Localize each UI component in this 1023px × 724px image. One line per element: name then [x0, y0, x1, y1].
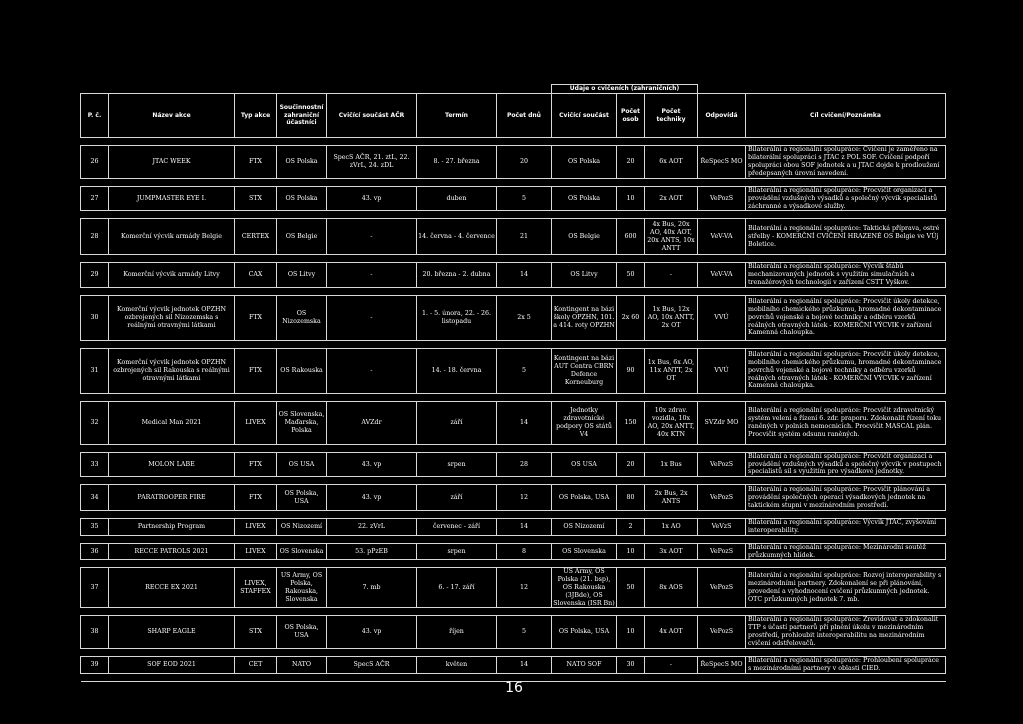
- cell-nazev: RECCE PATROLS 2021: [109, 543, 235, 560]
- cell-typ: LIVEX: [235, 401, 277, 444]
- table-row: [81, 146, 946, 179]
- group-header: Údaje o cvičeních (zahraničních): [552, 85, 698, 94]
- cell-pc: 31: [81, 348, 109, 393]
- cell-pocet-dnu: 14: [497, 656, 552, 673]
- cell-cvicici-soucast: OS Polska: [552, 146, 617, 179]
- cell-cvicici-soucast: OS Polska, USA: [552, 485, 617, 511]
- cell-termin: 6. - 17. září: [417, 568, 497, 608]
- cell-pocet-dnu: 5: [497, 616, 552, 648]
- cell-termin: 14. června - 4. července: [417, 219, 497, 255]
- cell-pocet-dnu: 8: [497, 543, 552, 560]
- cell-pocet-dnu: 20: [497, 146, 552, 179]
- cell-pocet-dnu: 12: [497, 568, 552, 608]
- cell-pocet-osob: 2: [617, 519, 645, 536]
- cell-pocet-techniky: 4x AOT: [645, 616, 698, 648]
- row-separator: [81, 444, 946, 452]
- cell-cvicici-acr: 22. zVrL: [327, 519, 417, 536]
- cell-pocet-osob: 90: [617, 348, 645, 393]
- cell-cil: Bilaterální a regionální spolupráce: Prohloubení spolupráce s mezinárodními partnery v oblasti CIED.: [746, 656, 946, 673]
- cell-pc: 37: [81, 568, 109, 608]
- cell-typ: LIVEX: [235, 519, 277, 536]
- cell-cil: Bilaterální a regionální spolupráce: Procvičit organizaci a provádění vzdušných výsadků a společný výcvik specialistů záchranné a výsadkové služby.: [746, 187, 946, 211]
- cell-pc: 29: [81, 263, 109, 287]
- row-separator: [81, 608, 946, 616]
- cell-cvicici-acr: 53. pPzEB: [327, 543, 417, 560]
- cell-cvicici-soucast: OS Litvy: [552, 263, 617, 287]
- cell-nazev: Komerční výcvik jednotek OPZHN ozbrojených sil Rakouska s reálnými otravnými látkami: [109, 348, 235, 393]
- cell-nazev: SOF EOD 2021: [109, 656, 235, 673]
- cell-cil: Bilaterální a regionální spolupráce: Zrevidovat a zdokonalit TTP s účastí partnerů při plnění úkolu v mezinárodním prostředí, prohloubit interoperabilitu na mezinárodním cvičení odstřelovačů.: [746, 616, 946, 648]
- table-row: [81, 219, 946, 255]
- row-separator: [81, 138, 946, 146]
- cell-typ: CERTEX: [235, 219, 277, 255]
- cell-soucinnost: OS Slovenska, Maďarska, Polska: [277, 401, 327, 444]
- cell-nazev: PARATROOPER FIRE: [109, 485, 235, 511]
- cell-pocet-osob: 150: [617, 401, 645, 444]
- cell-pc: 39: [81, 656, 109, 673]
- cell-typ: FTX: [235, 146, 277, 179]
- cell-pocet-techniky: 2x Bus, 2x ANTS: [645, 485, 698, 511]
- cell-cvicici-soucast: OS Slovenska: [552, 543, 617, 560]
- cell-soucinnost: OS Litvy: [277, 263, 327, 287]
- separator-cell: [81, 444, 946, 452]
- table-row: [81, 616, 946, 648]
- cell-nazev: Komerční výcvik armády Belgie: [109, 219, 235, 255]
- cell-termin: 1. - 5. února, 22. - 26. listopadu: [417, 295, 497, 340]
- table-row: [81, 187, 946, 211]
- cell-odpovida: VePozS: [698, 187, 746, 211]
- separator-cell: [81, 179, 946, 187]
- row-separator: [81, 393, 946, 401]
- cell-cvicici-soucast: NATO SOF: [552, 656, 617, 673]
- cell-typ: LIVEX, STAFFEX: [235, 568, 277, 608]
- separator-cell: [81, 648, 946, 656]
- cell-pc: 32: [81, 401, 109, 444]
- cell-pocet-techniky: 8x AOS: [645, 568, 698, 608]
- header-pocet-osob: Počet osob: [617, 94, 645, 138]
- cell-odpovida: VeV-VA: [698, 263, 746, 287]
- cell-typ: STX: [235, 187, 277, 211]
- cell-cvicici-soucast: Kontingent na bázi školy OPZHN, 101. a 414. roty OPZHN: [552, 295, 617, 340]
- cell-odpovida: VVÚ: [698, 348, 746, 393]
- header-pocet-techniky: Počet techniky: [645, 94, 698, 138]
- cell-cvicici-acr: -: [327, 348, 417, 393]
- cell-pc: 36: [81, 543, 109, 560]
- separator-cell: [81, 477, 946, 485]
- cell-cil: Bilaterální a regionální spolupráce: Procvičit zdravotnický systém velení a řízení 6. zdr. praporu. Zdokonalit řízení toku raněných v polních nemocnicích. Procvičit MASCAL plán. Procvičit systém odsunu raněných.: [746, 401, 946, 444]
- cell-pocet-techniky: 6x AOT: [645, 146, 698, 179]
- cell-pocet-techniky: 2x AOT: [645, 187, 698, 211]
- cell-nazev: RECCE EX 2021: [109, 568, 235, 608]
- cell-cvicici-acr: -: [327, 263, 417, 287]
- cell-typ: CET: [235, 656, 277, 673]
- cell-cil: Bilaterální a regionální spolupráce: Cvičení je zaměřeno na bilaterální spolupráci s JTAC z POL SOF. Cvičení podpoří spolupráci obou SOF jednotek a u JTAC dojde k prodloužení předepsaných úrovní navedení.: [746, 146, 946, 179]
- cell-cvicici-acr: SpecS AČR: [327, 656, 417, 673]
- cell-odpovida: VeV-VA: [698, 219, 746, 255]
- header-pc: P. č.: [81, 94, 109, 138]
- row-separator: [81, 535, 946, 543]
- cell-cvicici-soucast: OS Polska: [552, 187, 617, 211]
- cell-pc: 28: [81, 219, 109, 255]
- cell-pc: 35: [81, 519, 109, 536]
- row-separator: [81, 179, 946, 187]
- cell-termin: srpen: [417, 543, 497, 560]
- cell-pocet-dnu: 12: [497, 485, 552, 511]
- table-row: [81, 452, 946, 476]
- cell-pocet-techniky: 3x AOT: [645, 543, 698, 560]
- cell-typ: CAX: [235, 263, 277, 287]
- cell-odpovida: ŘeSpecS MO: [698, 656, 746, 673]
- cell-termin: duben: [417, 187, 497, 211]
- cell-typ: FTX: [235, 485, 277, 511]
- cell-soucinnost: OS Polska: [277, 146, 327, 179]
- cell-pocet-osob: 80: [617, 485, 645, 511]
- cell-pocet-techniky: 1x AO: [645, 519, 698, 536]
- cell-pocet-osob: 20: [617, 146, 645, 179]
- cell-nazev: JTAC WEEK: [109, 146, 235, 179]
- cell-soucinnost: OS Polska, USA: [277, 616, 327, 648]
- separator-cell: [81, 340, 946, 348]
- header-typ: Typ akce: [235, 94, 277, 138]
- cell-pocet-dnu: 14: [497, 401, 552, 444]
- cell-pc: 26: [81, 146, 109, 179]
- cell-soucinnost: OS Nizozemí: [277, 519, 327, 536]
- cell-cil: Bilaterální a regionální spolupráce: Rozvoj interoperability s mezinárodními partnery. Zdokonalení se při plánování, provedení a vyhodnocení cvičení průzkumných jednotek. OTC průzkumných jednotek 7. mb.: [746, 568, 946, 608]
- cell-soucinnost: US Army, OS Polska, Rakouska, Slovenska: [277, 568, 327, 608]
- header-odpovida: Odpovídá: [698, 94, 746, 138]
- cell-cvicici-acr: 7. mb: [327, 568, 417, 608]
- cell-termin: 14. - 18. června: [417, 348, 497, 393]
- cell-soucinnost: OS Nizozemska: [277, 295, 327, 340]
- cell-soucinnost: OS Rakouska: [277, 348, 327, 393]
- header-termin: Termín: [417, 94, 497, 138]
- cell-nazev: Komerční výcvik armády Litvy: [109, 263, 235, 287]
- separator-cell: [81, 211, 946, 219]
- cell-termin: květen: [417, 656, 497, 673]
- cell-pocet-dnu: 2x 5: [497, 295, 552, 340]
- header-nazev: Název akce: [109, 94, 235, 138]
- table-row: [81, 295, 946, 340]
- table-row: [81, 656, 946, 673]
- separator-cell: [81, 138, 946, 146]
- cell-cil: Bilaterální a regionální spolupráce: Procvičit úkoly detekce, mobilního chemického průzkumu, hromadné dekontaminace povrchů vojenské a bojové techniky a odběru vzorků reálných otravných látek - KOMERČNÍ VÝCVIK v zařízení Kamenná chaloupka.: [746, 295, 946, 340]
- cell-pc: 30: [81, 295, 109, 340]
- cell-pocet-osob: 600: [617, 219, 645, 255]
- cell-pocet-techniky: 1x Bus: [645, 452, 698, 476]
- cell-odpovida: ŘeSpecS MO: [698, 146, 746, 179]
- cell-typ: LIVEX: [235, 543, 277, 560]
- cell-typ: STX: [235, 616, 277, 648]
- separator-cell: [81, 287, 946, 295]
- cell-cvicici-soucast: OS Polska, USA: [552, 616, 617, 648]
- cell-cil: Bilaterální a regionální spolupráce: Mezinárodní soutěž průzkumných hlídek.: [746, 543, 946, 560]
- cell-odpovida: VePozS: [698, 616, 746, 648]
- row-separator: [81, 511, 946, 519]
- cell-typ: FTX: [235, 348, 277, 393]
- cell-pocet-osob: 10: [617, 616, 645, 648]
- cell-typ: FTX: [235, 452, 277, 476]
- separator-cell: [81, 535, 946, 543]
- separator-cell: [81, 608, 946, 616]
- cell-termin: září: [417, 401, 497, 444]
- cell-cvicici-acr: 43. vp: [327, 616, 417, 648]
- cell-pocet-techniky: 4x Bus, 20x AO, 40x AOT, 20x ANTS, 10x ANTT: [645, 219, 698, 255]
- cell-termin: 20. března - 2. dubna: [417, 263, 497, 287]
- cell-nazev: MOLON LABE: [109, 452, 235, 476]
- cell-cvicici-acr: 43. vp: [327, 452, 417, 476]
- cell-cvicici-soucast: Jednotky zdravotnické podpory OS států V4: [552, 401, 617, 444]
- cell-soucinnost: NATO: [277, 656, 327, 673]
- cell-pocet-dnu: 28: [497, 452, 552, 476]
- cell-odpovida: VVÚ: [698, 295, 746, 340]
- cell-pc: 33: [81, 452, 109, 476]
- cell-soucinnost: OS Slovenska: [277, 543, 327, 560]
- cell-pocet-techniky: 1x Bus, 6x AO, 11x ANTT, 2x OT: [645, 348, 698, 393]
- header-pocet-dnu: Počet dnů: [497, 94, 552, 138]
- separator-cell: [81, 255, 946, 263]
- separator-cell: [81, 560, 946, 568]
- group-header-row: [81, 85, 946, 94]
- row-separator: [81, 477, 946, 485]
- header-cvicici-acr: Cvičící součást AČR: [327, 94, 417, 138]
- table-row: [81, 348, 946, 393]
- cell-termin: červenec - září: [417, 519, 497, 536]
- row-separator: [81, 340, 946, 348]
- cell-cvicici-acr: 43. vp: [327, 187, 417, 211]
- table-row: [81, 401, 946, 444]
- cell-nazev: Medical Man 2021: [109, 401, 235, 444]
- cell-cvicici-acr: -: [327, 295, 417, 340]
- cell-cvicici-soucast: OS Nizozemí: [552, 519, 617, 536]
- cell-pocet-osob: 50: [617, 263, 645, 287]
- header-cvicici-soucast: Cvičící součást: [552, 94, 617, 138]
- separator-cell: [81, 393, 946, 401]
- row-separator: [81, 287, 946, 295]
- table-body: [81, 138, 946, 682]
- cell-pc: 38: [81, 616, 109, 648]
- cell-pocet-dnu: 21: [497, 219, 552, 255]
- cell-odpovida: VePozS: [698, 568, 746, 608]
- cell-nazev: Komerční výcvik jednotek OPZHN ozbrojených sil Nizozemska s reálnými otravnými látkami: [109, 295, 235, 340]
- header-cil: Cíl cvičení/Poznámka: [746, 94, 946, 138]
- row-separator: [81, 255, 946, 263]
- table-row: [81, 519, 946, 536]
- cell-nazev: Partnership Program: [109, 519, 235, 536]
- row-separator: [81, 648, 946, 656]
- cell-termin: září: [417, 485, 497, 511]
- cell-pocet-techniky: 1x Bus, 12x AO, 10x ANTT, 2x OT: [645, 295, 698, 340]
- cell-cil: Bilaterální a regionální spolupráce: Procvičit úkoly detekce, mobilního chemického průzkumu, hromadné dekontaminace povrchů vojenské a bojové techniky a odběru vzorků reálných otravných látek - KOMERČNÍ VÝCVIK v zařízení Kamenná chaloupka.: [746, 348, 946, 393]
- cell-termin: 8. - 27. března: [417, 146, 497, 179]
- row-separator: [81, 211, 946, 219]
- cell-pocet-dnu: 14: [497, 519, 552, 536]
- header-soucinnost: Součinnostní zahraniční účastníci: [277, 94, 327, 138]
- table-row: [81, 568, 946, 608]
- cell-cvicici-soucast: Kontingent na bázi AUT Centra CBRN Defence Korneuburg: [552, 348, 617, 393]
- cell-pc: 34: [81, 485, 109, 511]
- cell-pc: 27: [81, 187, 109, 211]
- cell-pocet-dnu: 5: [497, 187, 552, 211]
- cell-cvicici-soucast: OS USA: [552, 452, 617, 476]
- exercises-table: [80, 84, 946, 682]
- cell-cvicici-acr: -: [327, 219, 417, 255]
- cell-pocet-osob: 20: [617, 452, 645, 476]
- cell-pocet-osob: 50: [617, 568, 645, 608]
- cell-cvicici-acr: SpecS AČR, 21. ztL, 22. zVrL, 24. zDL: [327, 146, 417, 179]
- cell-pocet-osob: 10: [617, 543, 645, 560]
- cell-pocet-osob: 2x 60: [617, 295, 645, 340]
- cell-termin: srpen: [417, 452, 497, 476]
- cell-odpovida: VePozS: [698, 543, 746, 560]
- cell-pocet-osob: 10: [617, 187, 645, 211]
- page-number: 16: [505, 680, 523, 696]
- cell-nazev: SHARP EAGLE: [109, 616, 235, 648]
- cell-nazev: JUMPMASTER EYE I.: [109, 187, 235, 211]
- table-row: [81, 485, 946, 511]
- cell-odpovida: VeVzS: [698, 519, 746, 536]
- cell-pocet-dnu: 5: [497, 348, 552, 393]
- cell-cil: Bilaterální a regionální spolupráce: Výcvik štábů mechanizovaných jednotek s využitím simulačních a trenažérových technologií v zařízení CSTT Vyškov.: [746, 263, 946, 287]
- row-separator: [81, 560, 946, 568]
- cell-typ: FTX: [235, 295, 277, 340]
- cell-soucinnost: OS Belgie: [277, 219, 327, 255]
- cell-cvicici-acr: 43. vp: [327, 485, 417, 511]
- separator-cell: [81, 511, 946, 519]
- cell-soucinnost: OS Polska: [277, 187, 327, 211]
- cell-pocet-dnu: 14: [497, 263, 552, 287]
- cell-cil: Bilaterální a regionální spolupráce: Procvičit plánování a provádění společných operací výsadkových jednotek na taktickém stupni v mezinárodním prostředí.: [746, 485, 946, 511]
- cell-cvicici-soucast: US Army, OS Polska (21. bsp), OS Rakouska (3JBde), OS Slovenska (ISR Bn): [553, 568, 615, 607]
- cell-odpovida: SVZdr MO: [698, 401, 746, 444]
- cell-pocet-techniky: -: [645, 263, 698, 287]
- table-row: [81, 263, 946, 287]
- table-row: [81, 543, 946, 560]
- cell-soucinnost: OS Polska, USA: [277, 485, 327, 511]
- cell-pocet-techniky: -: [645, 656, 698, 673]
- cell-pocet-techniky: 10x zdrav. vozidla, 10x AO, 20x ANTT, 40x KTN: [645, 401, 698, 444]
- cell-termin: říjen: [417, 616, 497, 648]
- cell-cil: Bilaterální a regionální spolupráce: Taktická příprava, ostré střelby - KOMERČNÍ CVIČENÍ HRAZENÉ OS Belgie ve VÚj Boletice.: [746, 219, 946, 255]
- cell-pocet-osob: 30: [617, 656, 645, 673]
- cell-odpovida: VePozS: [698, 452, 746, 476]
- cell-soucinnost: OS USA: [277, 452, 327, 476]
- header-row: [81, 94, 946, 138]
- cell-cil: Bilaterální a regionální spolupráce: Procvičit organizaci a provádění vzdušných výsadků a společný výcvik v postupech specialistů sil s využitím pro výsadkové jednotky.: [746, 452, 946, 476]
- cell-odpovida: VePozS: [698, 485, 746, 511]
- cell-cil: Bilaterální a regionální spolupráce: Výcvik JTAC, zvyšování interoperability.: [746, 519, 946, 536]
- cell-cvicici-acr: AVZdr: [327, 401, 417, 444]
- cell-cvicici-soucast: OS Belgie: [552, 219, 617, 255]
